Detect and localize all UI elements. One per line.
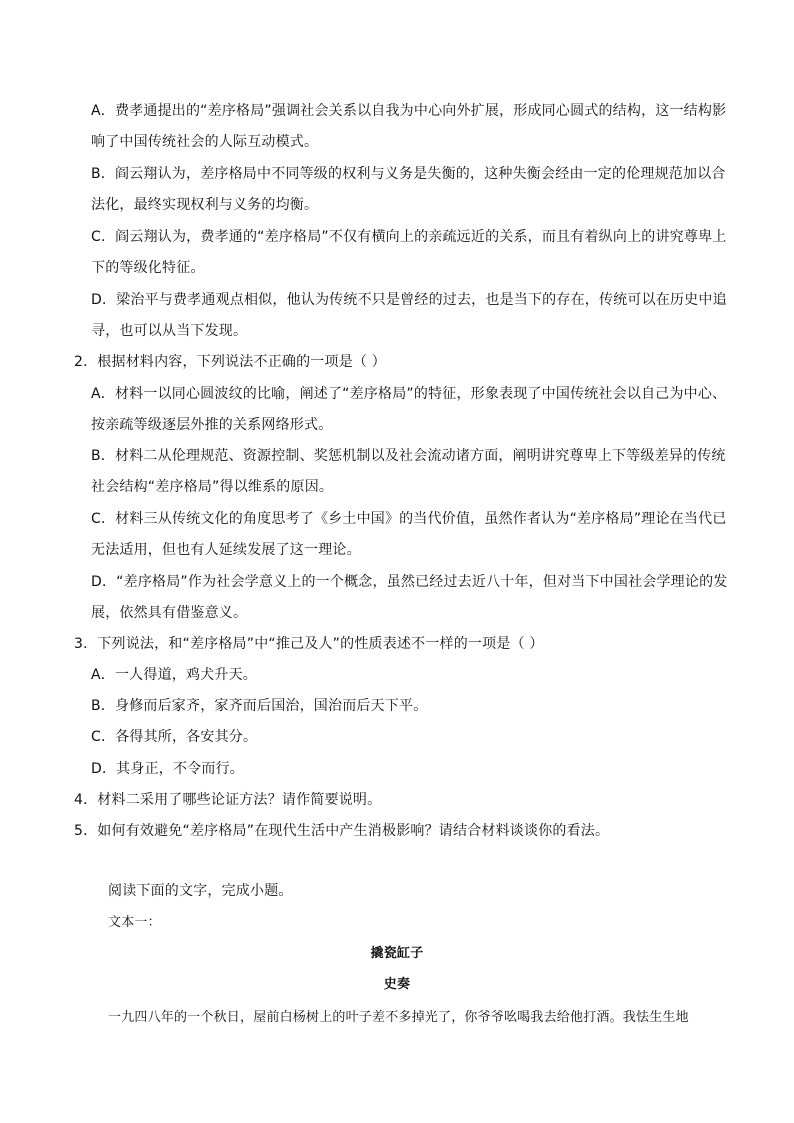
q3-stem: 3．下列说法，和“差序格局”中“推己及人”的性质表述不一样的一项是（ ） — [74, 636, 544, 652]
q1-option-c-line1: C．阎云翔认为，费孝通的“差序格局”不仅有横向上的亲疏远近的关系，而且有着纵向上的讲究尊卑上 — [91, 229, 727, 245]
q2-stem: 2．根据材料内容，下列说法不正确的一项是（ ） — [74, 354, 386, 370]
q4-stem: 4．材料二采用了哪些论证方法？请作简要说明。 — [74, 792, 382, 808]
q2-option-a-line2: 按亲疏等级逐层外推的关系网络形式。 — [91, 417, 333, 433]
reading-instruction: 阅读下面的文字，完成小题。 — [108, 883, 293, 899]
q1-option-c-line2: 下的等级化特征。 — [91, 260, 205, 276]
q1-option-d-line2: 寻，也可以从当下发现。 — [91, 323, 248, 339]
q3-option-a: A．一人得道，鸡犬升天。 — [91, 667, 257, 683]
q1-option-a-line1: A．费孝通提出的“差序格局”强调社会关系以自我为中心向外扩展，形成同心圆式的结构，这一结构影 — [91, 103, 727, 119]
q1-option-d-line1: D．梁治平与费孝通观点相似，他认为传统不只是曾经的过去，也是当下的存在，传统可以在历史中追 — [91, 292, 727, 308]
article-title: 撬瓷缸子 — [370, 946, 424, 961]
q2-option-b-line1: B．材料二从伦理规范、资源控制、奖惩机制以及社会流动诸方面，阐明讲究尊卑上下等级差异的传统 — [91, 448, 726, 464]
q3-option-b: B．身修而后家齐，家齐而后国治，国治而后天下平。 — [91, 698, 428, 714]
q2-option-d-line2: 展，依然具有借鉴意义。 — [91, 605, 248, 621]
q1-option-b-line2: 法化，最终实现权利与义务的均衡。 — [91, 197, 319, 213]
q3-option-d: D．其身正，不令而行。 — [91, 761, 244, 777]
q5-stem: 5．如何有效避免“差序格局”在现代生活中产生消极影响？请结合材料谈谈你的看法。 — [74, 823, 610, 839]
q1-option-a-line2: 响了中国传统社会的人际互动模式。 — [91, 134, 319, 150]
q2-option-c-line1: C．材料三从传统文化的角度思考了《乡土中国》的当代价值，虽然作者认为“差序格局”理论在当代已 — [91, 511, 727, 527]
text-label: 文本一： — [108, 915, 161, 930]
q3-option-c: C．各得其所，各安其分。 — [91, 729, 258, 745]
q2-option-c-line2: 无法适用，但也有人延续发展了这一理论。 — [91, 542, 361, 558]
q1-option-b-line1: B．阎云翔认为，差序格局中不同等级的权利与义务是失衡的，这种失衡会经由一定的伦理规范加以合 — [91, 166, 726, 182]
q2-option-b-line2: 社会结构“差序格局”得以维系的原因。 — [91, 479, 334, 495]
q2-option-d-line1: D．“差序格局”作为社会学意义上的一个概念，虽然已经过去近八十年，但对当下中国社会学理论的发 — [91, 574, 728, 590]
article-author: 史奏 — [383, 977, 411, 992]
q2-option-a-line1: A．材料一以同心圆波纹的比喻，阐述了“差序格局”的特征，形象表现了中国传统社会以自己为中心、 — [91, 386, 727, 402]
article-first-line: 一九四八年的一个秋日，屋前白杨树上的叶子差不多掉光了，你爷爷吆喝我去给他打酒。我怯生生地 — [108, 1010, 689, 1025]
